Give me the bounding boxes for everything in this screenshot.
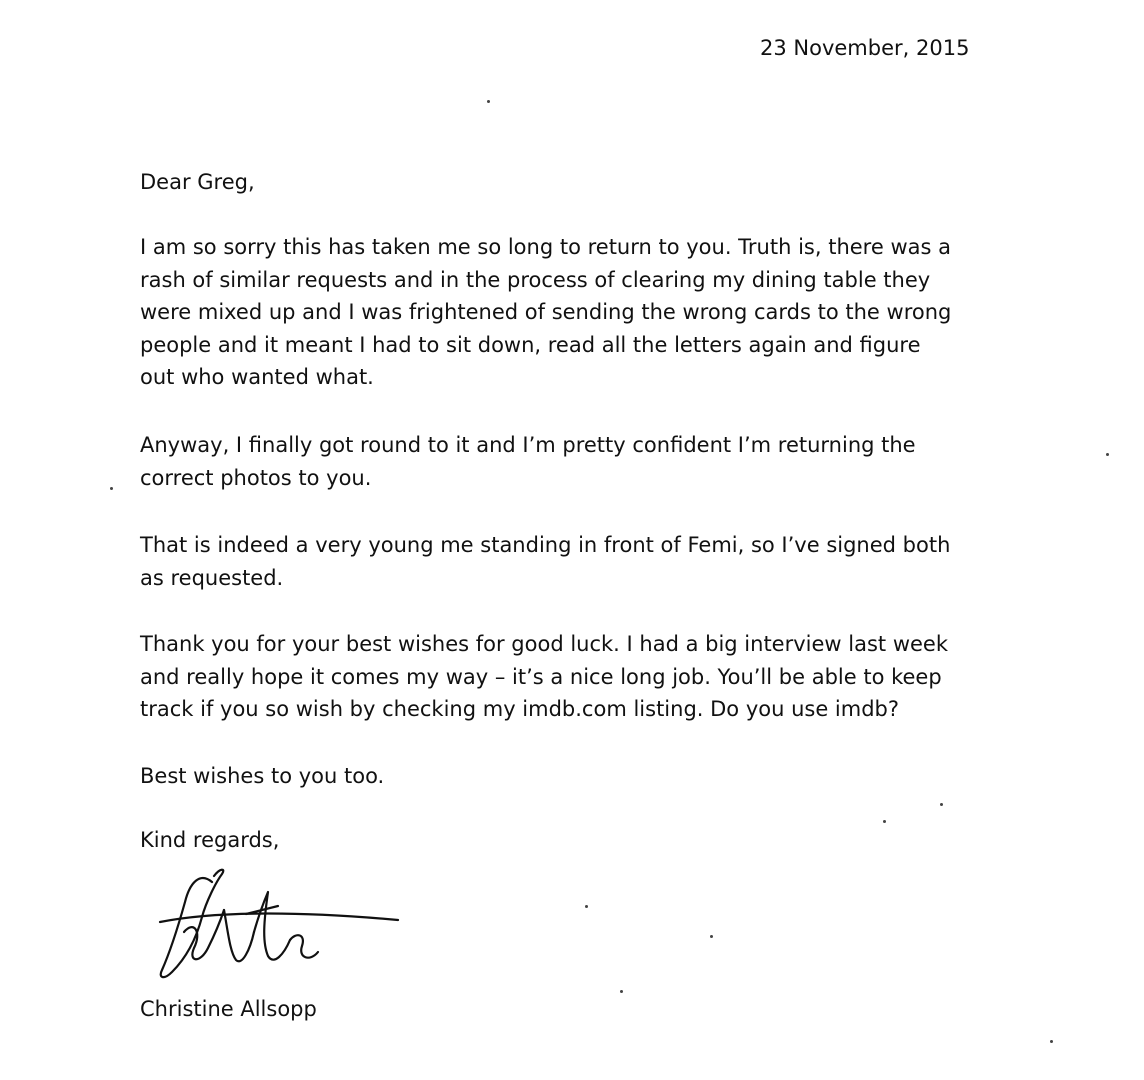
closing <box>140 824 279 857</box>
paragraph-best-wishes <box>140 760 384 793</box>
scan-speck <box>620 990 623 993</box>
scan-speck <box>940 803 943 806</box>
paragraph-apology <box>140 231 951 394</box>
paragraph-photos <box>140 429 916 494</box>
paragraph-line: Anyway, I finally got round to it and I’m pretty confident I’m returning the <box>140 433 916 457</box>
paragraph-line: correct photos to you. <box>140 465 372 490</box>
scan-speck <box>883 820 886 823</box>
paragraph-line: and really hope it comes my way – it’s a nice long job. You’ll be able to keep <box>140 664 942 689</box>
paragraph-line: Best wishes to you too. <box>140 764 385 788</box>
scan-speck <box>1106 453 1109 456</box>
signatory-name: Christine Allsopp <box>140 997 317 1021</box>
paragraph-line: as requested. <box>140 565 284 590</box>
paragraph-line: people and it meant I had to sit down, read all the letters again and figure <box>140 332 921 357</box>
paragraph-line: Thank you for your best wishes for good luck. I had a big interview last week <box>140 632 948 656</box>
paragraph-line: out who wanted what. <box>140 365 374 390</box>
scan-speck <box>710 935 713 938</box>
scan-speck <box>1050 1040 1053 1043</box>
letter-date: 23 November, 2015 <box>760 36 970 60</box>
paragraph-line: That is indeed a very young me standing in front of Femi, so I’ve signed both <box>140 533 951 557</box>
paragraph-line: track if you so wish by checking my imdb.com listing. Do you use imdb? <box>140 697 900 722</box>
paragraph-thanks <box>140 628 948 726</box>
paragraph-signed <box>140 529 950 594</box>
paragraph-line: I am so sorry this has taken me so long to return to you. Truth is, there was a <box>140 235 951 259</box>
scan-speck <box>585 905 588 908</box>
paragraph-line: Kind regards, <box>140 828 280 852</box>
salutation: Dear Greg, <box>140 170 255 194</box>
paragraph-line: were mixed up and I was frightened of sending the wrong cards to the wrong <box>140 300 952 325</box>
scan-speck <box>487 100 490 103</box>
handwritten-signature <box>150 862 410 987</box>
paragraph-line: rash of similar requests and in the process of clearing my dining table they <box>140 267 931 292</box>
scan-speck <box>110 487 113 490</box>
